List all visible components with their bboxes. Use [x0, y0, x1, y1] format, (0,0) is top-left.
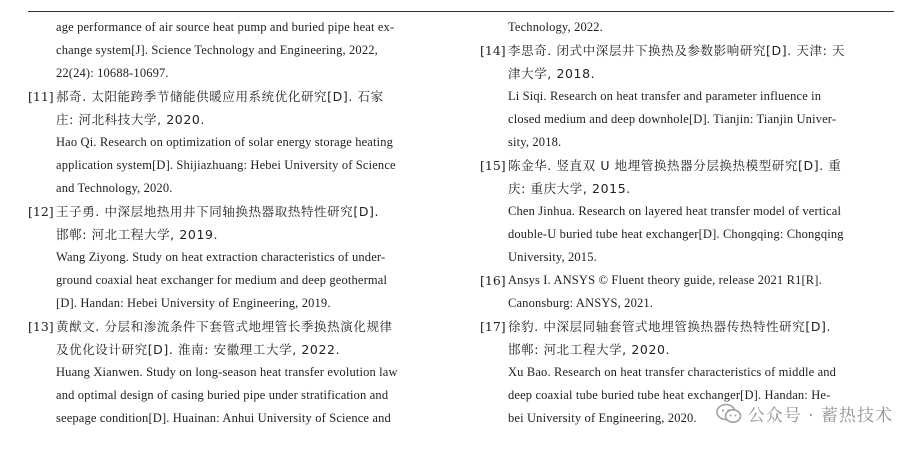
reference-line: 邯郸: 河北工程大学, 2019.: [56, 227, 219, 242]
reference-number: [17]: [480, 319, 506, 334]
reference-line: 邯郸: 河北工程大学, 2020.: [508, 342, 671, 357]
reference-entry: [480, 16, 900, 39]
reference-entry: [480, 269, 900, 315]
reference-line: double-U buried tube heat exchanger[D]. Chongqing: Chongqing: [508, 227, 844, 241]
reference-line: and optimal design of casing buried pipe under stratification and: [56, 388, 389, 402]
reference-column-right: [480, 16, 900, 430]
reference-line: Technology, 2022.: [508, 20, 603, 34]
reference-line: Huang Xianwen. Study on long-season heat transfer evolution law: [56, 365, 398, 379]
reference-entry: [28, 200, 442, 315]
reference-line: ground coaxial heat exchanger for medium and deep geothermal: [56, 273, 388, 287]
reference-line: Canonsburg: ANSYS, 2021.: [508, 296, 654, 310]
reference-line: Wang Ziyong. Study on heat extraction characteristics of under-: [56, 250, 386, 264]
watermark-text: 公众号 · 蓄热技术: [747, 406, 893, 426]
reference-line: 庄: 河北科技大学, 2020.: [56, 112, 206, 127]
reference-line: closed medium and deep downhole[D]. Tianjin: Tianjin Univer-: [508, 112, 837, 126]
reference-line: 徐豹. 中深层同轴套管式地埋管换热器传热特性研究[D].: [508, 319, 832, 334]
reference-line: 及优化设计研究[D]. 淮南: 安徽理工大学, 2022.: [56, 342, 341, 357]
reference-line: 庆: 重庆大学, 2015.: [508, 181, 631, 196]
reference-line: 李思奇. 闭式中深层井下换热及参数影响研究[D]. 天津: 天: [508, 43, 846, 58]
reference-line: bei University of Engineering, 2020.: [508, 411, 697, 425]
reference-line: change system[J]. Science Technology and Engineering, 2022,: [56, 43, 378, 57]
reference-number: [12]: [28, 204, 54, 219]
reference-line: age performance of air source heat pump and buried pipe heat ex-: [56, 20, 395, 34]
reference-line: 22(24): 10688-10697.: [56, 66, 169, 80]
reference-line: deep coaxial tube buried tube heat exchanger[D]. Handan: He-: [508, 388, 831, 402]
reference-entry: [480, 39, 900, 154]
reference-number: [15]: [480, 158, 506, 173]
reference-number: [16]: [480, 273, 506, 288]
reference-line: Chen Jinhua. Research on layered heat transfer model of vertical: [508, 204, 842, 218]
reference-line: University, 2015.: [508, 250, 597, 264]
reference-number: [11]: [28, 89, 54, 104]
reference-line: Li Siqi. Research on heat transfer and parameter influence in: [508, 89, 822, 103]
reference-entry: [480, 154, 900, 269]
top-rule: [28, 11, 894, 12]
wechat-icon: [716, 403, 742, 425]
reference-line: and Technology, 2020.: [56, 181, 173, 195]
reference-line: sity, 2018.: [508, 135, 562, 149]
reference-line: Xu Bao. Research on heat transfer characteristics of middle and: [508, 365, 837, 379]
reference-line: application system[D]. Shijiazhuang: Hebei University of Science: [56, 158, 396, 172]
reference-number: [14]: [480, 43, 506, 58]
reference-line: 郝奇. 太阳能跨季节储能供暖应用系统优化研究[D]. 石家: [56, 89, 384, 104]
reference-entry: [28, 85, 442, 200]
reference-line: seepage condition[D]. Huainan: Anhui University of Science and: [56, 411, 391, 425]
reference-number: [13]: [28, 319, 54, 334]
reference-line: 王子勇. 中深层地热用井下同轴换热器取热特性研究[D].: [56, 204, 380, 219]
reference-line: Ansys I. ANSYS © Fluent theory guide, release 2021 R1[R].: [508, 273, 822, 287]
reference-line: 黄猷文. 分层和渗流条件下套管式地埋管长季换热演化规律: [56, 319, 393, 334]
reference-line: 津大学, 2018.: [508, 66, 596, 81]
reference-column-left: [28, 16, 442, 430]
reference-line: Hao Qi. Research on optimization of solar energy storage heating: [56, 135, 394, 149]
reference-entry: [28, 315, 442, 430]
reference-entry: [28, 16, 442, 85]
reference-line: 陈金华. 竖直双 U 地埋管换热器分层换热模型研究[D]. 重: [508, 158, 842, 173]
watermark: [716, 401, 893, 426]
reference-line: [D]. Handan: Hebei University of Engineering, 2019.: [56, 296, 331, 310]
